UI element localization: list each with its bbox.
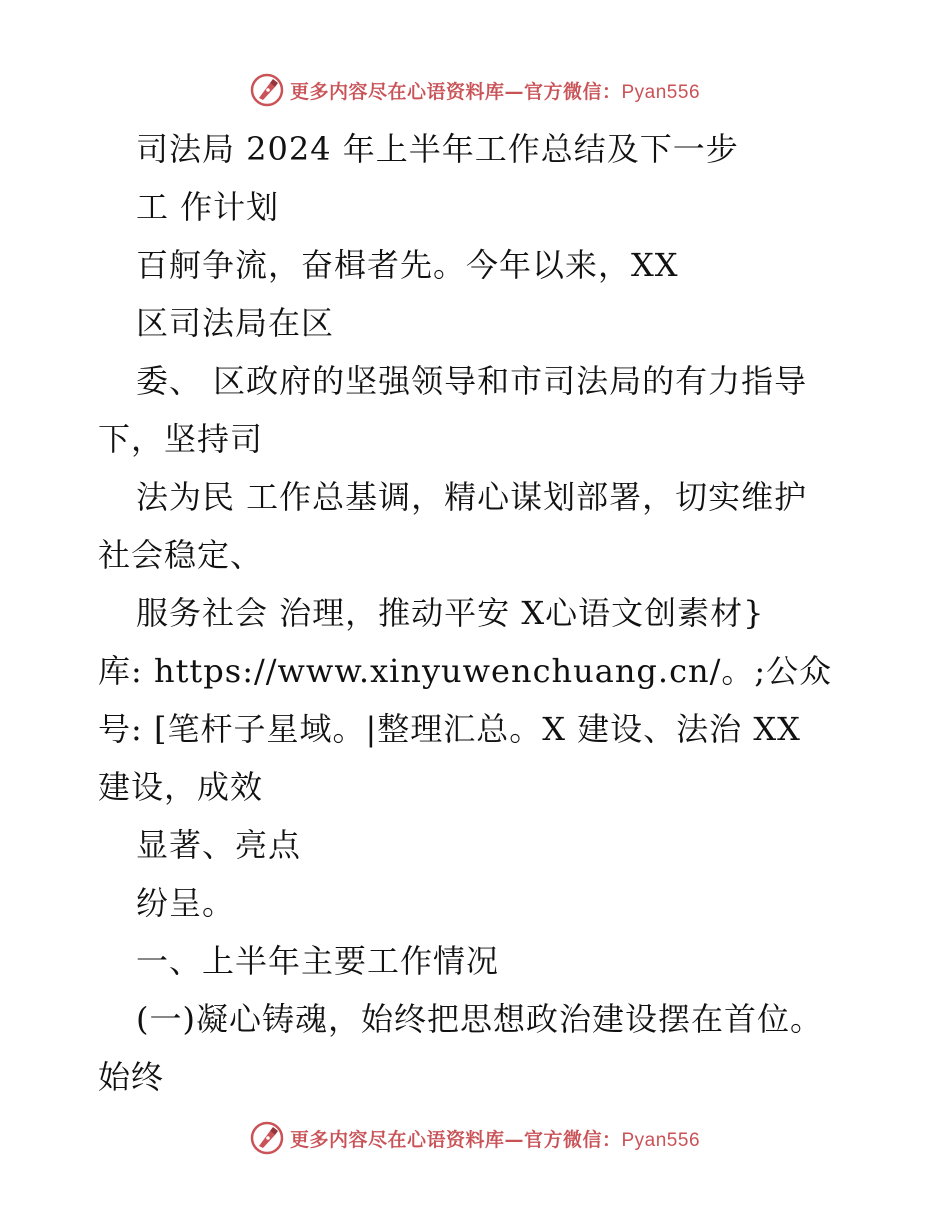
doc-line: 库: https://www.xinyuwenchuang.cn/。;公众 (98, 652, 833, 690)
doc-line: 委、 区政府的坚强领导和市司法局的有力指导 (136, 362, 808, 400)
doc-line: 号: [笔杆子星域。|整理汇总。X 建设、法治 XX (98, 710, 801, 748)
doc-line: 法为民 工作总基调，精心谋划部署，切实维护 (136, 478, 808, 516)
doc-title-line-1: 司法局 2024 年上半年工作总结及下一步 (136, 130, 739, 168)
doc-line: 纷呈。 (136, 884, 236, 922)
section-heading: 一、上半年主要工作情况 (136, 942, 500, 980)
watermark-wechat-id: Pyan556 (621, 1129, 701, 1151)
doc-line: 社会稳定、 (98, 536, 264, 574)
header-watermark (0, 70, 950, 110)
pen-nib-logo-icon (250, 73, 284, 107)
doc-line: 下，坚持司 (98, 420, 264, 458)
doc-line: 建设，成效 (98, 768, 264, 806)
doc-line: 区司法局在区 (136, 304, 335, 342)
pen-nib-logo-icon (250, 1121, 284, 1155)
doc-line: 百舸争流，奋楫者先。今年以来，XX (136, 246, 679, 284)
doc-line: 始终 (98, 1058, 165, 1096)
watermark-text: 更多内容尽在心语资料库—官方微信：Pyan556 (289, 80, 701, 103)
watermark-text: 更多内容尽在心语资料库—官方微信：Pyan556 (289, 1128, 701, 1151)
doc-title-line-2: 工 作计划 (136, 188, 280, 226)
footer-watermark (0, 1118, 950, 1158)
watermark-wechat-id: Pyan556 (621, 81, 701, 103)
subsection-heading: (一)凝心铸魂，始终把思想政治建设摆在首位。 (136, 1000, 823, 1038)
doc-line: 显著、亮点 (136, 826, 302, 864)
doc-line: 服务社会 治理，推动平安 X心语文创素材} (136, 594, 765, 632)
